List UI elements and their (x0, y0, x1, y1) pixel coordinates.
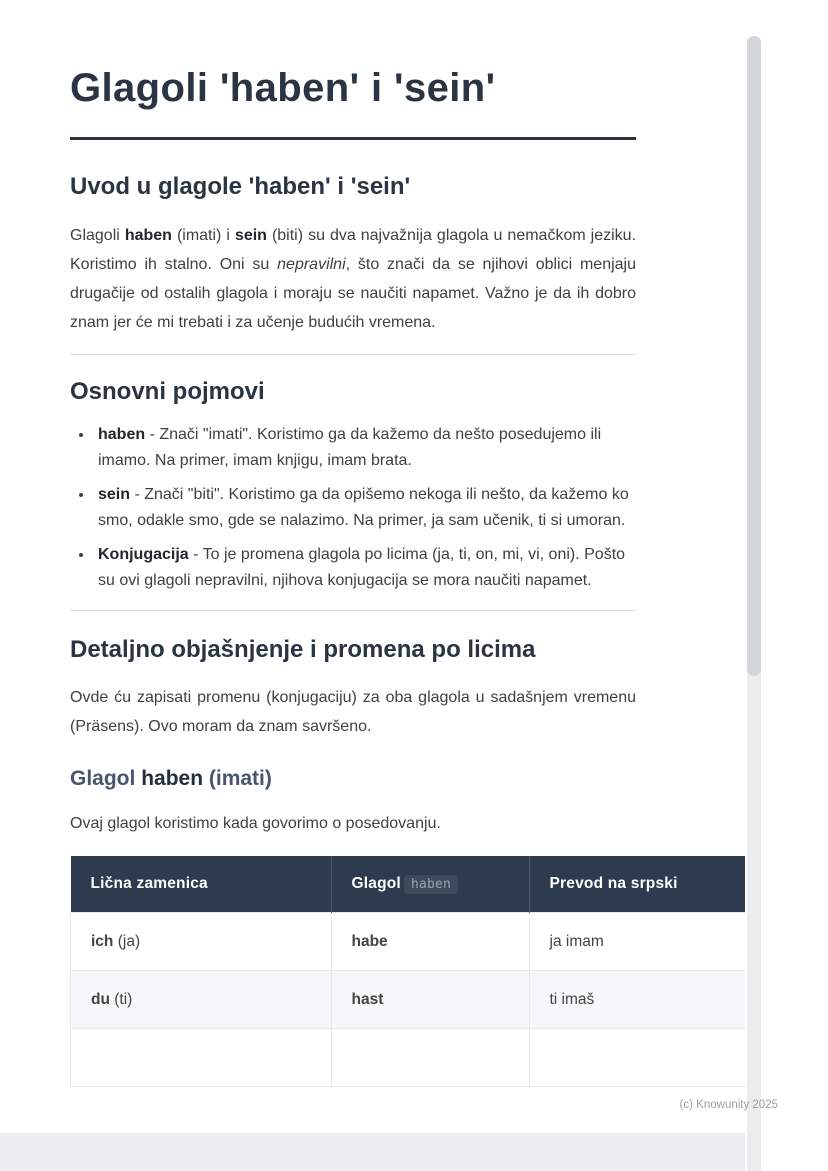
table-header (71, 856, 746, 913)
table-row (71, 913, 746, 971)
page-end-gap (0, 1133, 745, 1171)
subsection-heading-haben: Glagol haben (imati) (70, 767, 272, 790)
section-heading-basics: Osnovni pojmovi (70, 378, 265, 405)
intro-paragraph: Glagoli haben (imati) i sein (biti) su dva najvažnija glagola u nemačkom jeziku. Koristimo ih stalno. Oni su nepravilni, što znači da se njihovi oblici menjaju drugačije od ostalih glagola i moraju se naučiti napamet. Važno je da ih dobro znam jer će mi trebati i za učenje budućih vremena. (70, 227, 637, 331)
scrollbar-thumb[interactable] (747, 36, 761, 676)
cell-translation (529, 1029, 745, 1087)
table-header-row (71, 856, 746, 913)
list-item-sein: • sein - Znači "biti". Koristimo ga da opišemo nekoga ili nešto, da kažemo ko smo, odakle smo, gde se nalazimo. Na primer, ja sam učenik, ti si umoran. (94, 482, 636, 534)
list-item-konjugacija: • Konjugacija - To je promena glagola po licima (ja, ti, on, mi, vi, oni). Pošto su ovi glagoli nepravilni, njihova konjugacija se mora naučiti napamet. (94, 542, 636, 594)
cell-pronoun: du (ti) (71, 971, 332, 1029)
cell-verb (331, 1029, 529, 1087)
document-content (70, 0, 678, 1087)
cell-pronoun: ich (ja) (71, 913, 332, 971)
cell-pronoun (71, 1029, 332, 1087)
basics-list (70, 422, 636, 594)
table-row (71, 971, 746, 1029)
title-divider (70, 137, 636, 140)
page-title: Glagoli 'haben' i 'sein' (70, 66, 496, 110)
haben-intro-paragraph: Ovaj glagol koristimo kada govorimo o posedovanju. (70, 815, 441, 832)
scrollbar[interactable] (747, 36, 761, 1171)
header-cell-verb: Glagol haben (331, 856, 529, 913)
header-cell-translation: Prevod na srpski (529, 856, 745, 913)
cell-translation: ti imaš (529, 971, 745, 1029)
section-divider (70, 354, 636, 355)
conjugation-table (70, 856, 745, 1087)
table-body (71, 913, 746, 1087)
cell-verb: habe (331, 913, 529, 971)
header-cell-pronoun: Lična zamenica (71, 856, 332, 913)
section-divider (70, 610, 636, 611)
cell-translation: ja imam (529, 913, 745, 971)
section-heading-details: Detaljno objašnjenje i promena po licima (70, 636, 536, 663)
list-item-haben: • haben - Znači "imati". Koristimo ga da kažemo da nešto posedujemo ili imamo. Na primer, imam knjigu, imam brata. (94, 422, 636, 474)
section-heading-intro: Uvod u glagole 'haben' i 'sein' (70, 173, 411, 200)
copyright-text: (c) Knowunity 2025 (679, 1099, 778, 1111)
cell-verb: hast (331, 971, 529, 1029)
table-row (71, 1029, 746, 1087)
details-paragraph: Ovde ću zapisati promenu (konjugaciju) za oba glagola u sadašnjem vremenu (Präsens). Ovo moram da znam savršeno. (70, 689, 636, 735)
